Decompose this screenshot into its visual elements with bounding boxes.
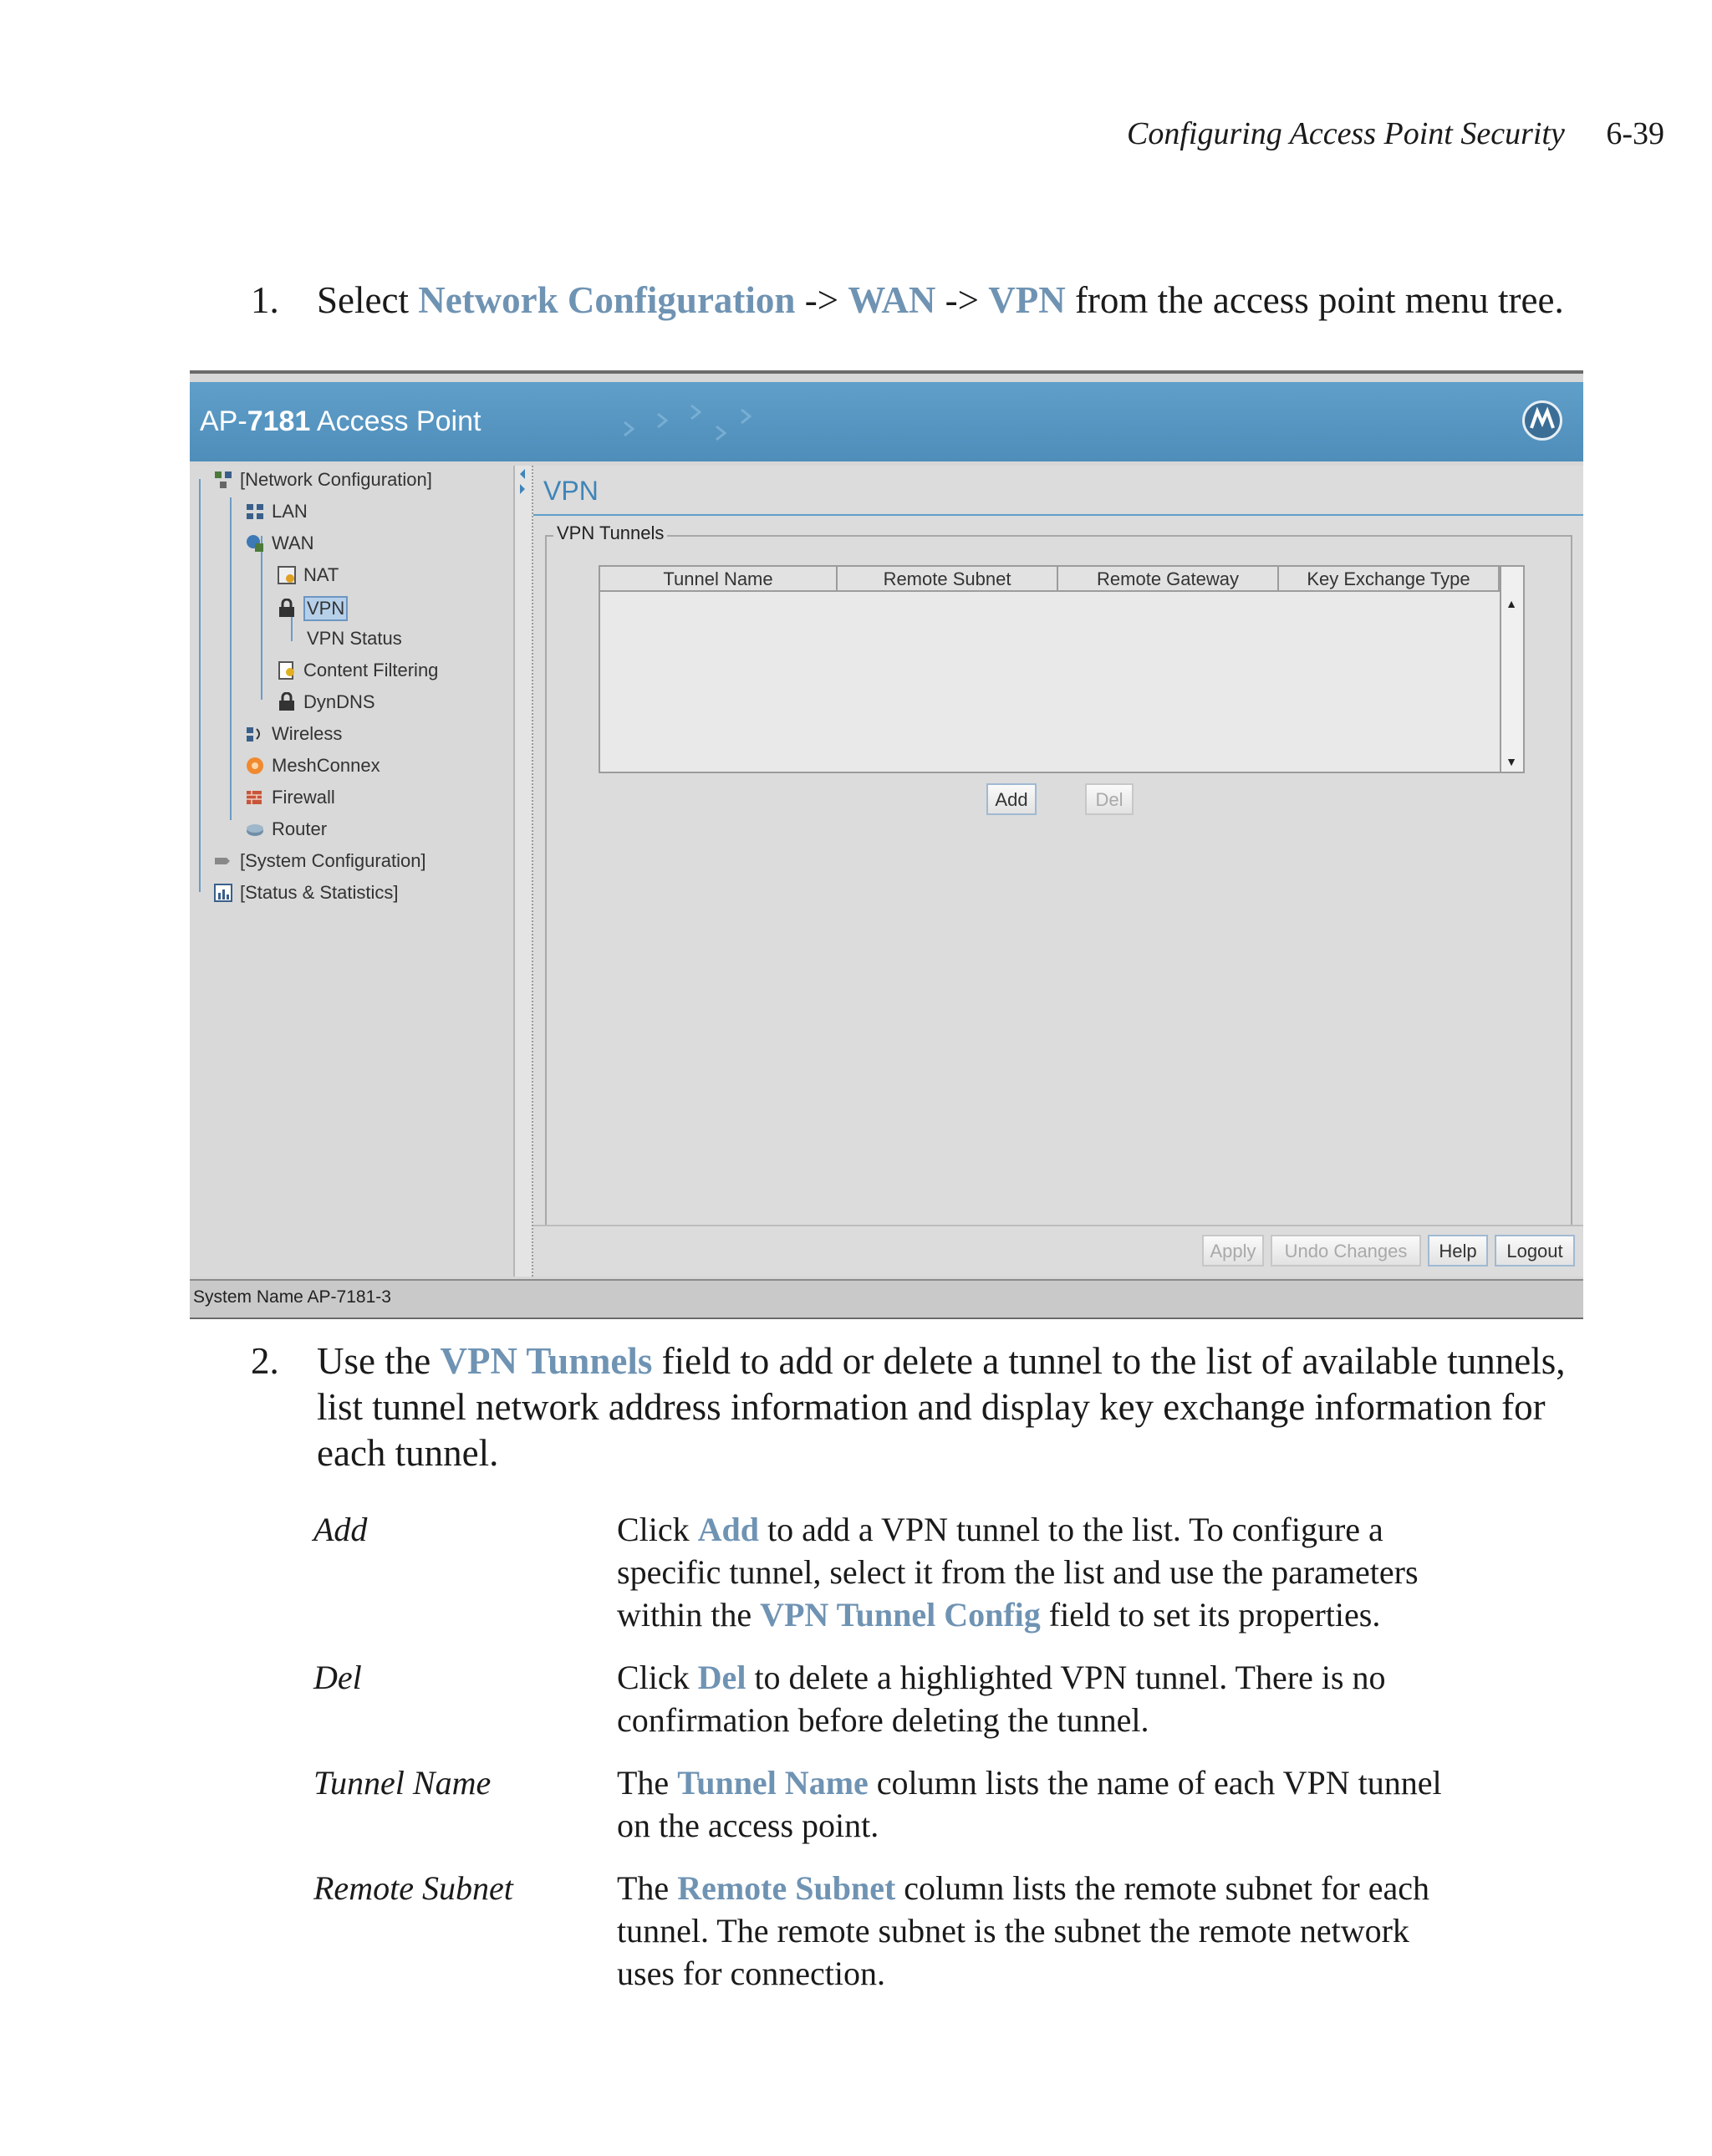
tree-item-dyndns[interactable] [277,691,375,713]
step-1 [251,278,1605,324]
step-text [317,1338,1588,1476]
tree-item-nat[interactable] [277,564,339,586]
link-network-configuration[interactable]: Network Configuration [418,279,796,321]
desc-part: to delete a highlighted VPN tunnel. There is no confirmation before deleting the tunnel. [617,1659,1386,1739]
definition-add [313,1508,1484,1636]
tree-item-wireless[interactable] [245,723,342,745]
tree-label: [System Configuration] [240,850,426,871]
description-del [617,1656,1453,1741]
step-text-part: Use the [317,1340,441,1382]
app-title [200,405,481,438]
vpn-lock-icon [277,599,297,619]
vpn-tunnels-fieldset [545,522,1572,1228]
scroll-up-arrow-icon[interactable]: ▲ [1506,597,1517,610]
app-title-prefix: AP- [200,405,247,437]
description-remote-subnet [617,1867,1453,1995]
arrow-separator: -> [935,279,989,321]
apply-button[interactable]: Apply [1202,1235,1264,1267]
desc-part: Click [617,1659,698,1696]
page-header [1127,115,1664,152]
column-header-remote-subnet[interactable]: Remote Subnet [838,567,1058,592]
link-add[interactable]: Add [697,1511,760,1548]
dyndns-icon [277,692,297,712]
ap-screenshot [190,370,1583,1319]
field-definitions [313,1508,1484,2015]
term-del: Del [313,1659,362,1696]
app-title-suffix: Access Point [310,405,482,437]
vpn-content-pane [533,466,1583,1277]
content-filter-icon [277,660,297,680]
lan-icon [245,502,265,522]
tree-item-meshconnex[interactable] [245,755,380,777]
link-del[interactable]: Del [697,1659,746,1696]
step-text [317,278,1605,324]
collapse-arrows-icon[interactable] [515,466,532,499]
desc-part: field to set its properties. [1040,1596,1381,1634]
step-2 [251,1338,1588,1476]
action-bar [533,1225,1583,1277]
desc-part: The [617,1764,678,1802]
tree-label: MeshConnex [272,755,380,776]
term-tunnel-name: Tunnel Name [313,1764,492,1802]
statistics-chart-icon [213,883,233,903]
tree-label: Content Filtering [303,660,439,680]
nav-tree-pane [190,466,515,1277]
link-vpn[interactable]: VPN [988,279,1066,321]
tree-label: Firewall [272,787,335,808]
table-scrollbar[interactable] [1500,567,1523,772]
link-vpn-tunnel-config[interactable]: VPN Tunnel Config [760,1596,1041,1634]
tree-label: LAN [272,501,308,522]
step-text-part: Select [317,279,419,321]
desc-part: column lists the name of each VPN tunnel on the access point. [617,1764,1442,1844]
tree-label: Wireless [272,723,343,744]
step-number: 1. [251,279,279,321]
link-tunnel-name[interactable]: Tunnel Name [677,1764,869,1802]
chapter-title: Configuring Access Point Security [1127,116,1565,151]
undo-changes-button[interactable]: Undo Changes [1271,1235,1421,1267]
network-config-icon [213,470,233,490]
nat-icon [277,565,297,585]
column-header-key-exchange-type[interactable]: Key Exchange Type [1279,567,1500,592]
tree-item-network-configuration[interactable] [213,469,432,491]
firewall-icon [245,787,265,808]
definition-del [313,1656,1484,1741]
step-number: 2. [251,1340,279,1382]
term-remote-subnet: Remote Subnet [313,1869,513,1907]
tree-item-vpn-status[interactable] [307,628,402,650]
tree-item-wan[interactable] [245,533,314,554]
desc-part: Click [617,1511,698,1548]
pane-splitter[interactable] [515,466,533,1277]
link-vpn-tunnels[interactable]: VPN Tunnels [440,1340,653,1382]
scroll-down-arrow-icon[interactable]: ▼ [1506,755,1517,768]
column-header-remote-gateway[interactable]: Remote Gateway [1058,567,1279,592]
desc-part: column lists the remote subnet for each tunnel. The remote subnet is the subnet the remote network uses for connection. [617,1869,1429,1992]
page-title: VPN [543,476,599,506]
desc-part: to add a VPN tunnel to the list. To configure a specific tunnel, select it from the list and use the parameters within the [617,1511,1419,1634]
title-underline [533,514,1583,516]
tree-label: VPN Status [307,628,402,649]
del-button[interactable]: Del [1085,783,1134,815]
wan-globe-icon [245,533,265,553]
app-title-model: 7181 [247,405,311,437]
vpn-tunnels-table[interactable] [599,565,1525,773]
tree-item-vpn[interactable] [277,596,348,621]
description-add [617,1508,1453,1636]
fieldset-legend: VPN Tunnels [553,522,667,544]
arrow-separator: -> [795,279,848,321]
logout-button[interactable]: Logout [1495,1235,1575,1267]
tree-label: VPN [303,596,348,621]
tree-label: NAT [303,564,339,585]
tree-label: [Network Configuration] [240,469,432,490]
tree-label: WAN [272,533,314,553]
description-tunnel-name [617,1761,1453,1847]
tree-item-router[interactable] [245,818,327,840]
add-button[interactable]: Add [986,783,1037,815]
tree-item-content-filtering[interactable] [277,660,438,681]
column-header-tunnel-name[interactable]: Tunnel Name [600,567,838,592]
motorola-logo-icon [1522,400,1562,441]
definition-remote-subnet [313,1867,1484,1995]
tree-label: [Status & Statistics] [240,882,399,903]
tree-item-firewall[interactable] [245,787,335,808]
router-icon [245,819,265,839]
wireless-icon [245,724,265,744]
tree-item-status-statistics[interactable] [213,882,399,904]
term-add: Add [313,1511,368,1548]
link-remote-subnet[interactable]: Remote Subnet [677,1869,896,1907]
meshconnex-icon [245,756,265,776]
page-number: 6-39 [1606,116,1664,151]
help-button[interactable]: Help [1428,1235,1488,1267]
tree-item-system-configuration[interactable] [213,850,426,872]
step-text-part: field to add or delete a tunnel to the list of available tunnels, list tunnel network address information and display key exchange information for each tunnel. [317,1340,1566,1474]
tree-item-lan[interactable] [245,501,308,522]
tree-label: DynDNS [303,691,375,712]
step-text-part: from the access point menu tree. [1065,279,1564,321]
decorative-arrows-icon [608,397,775,447]
desc-part: The [617,1869,678,1907]
link-wan[interactable]: WAN [848,279,936,321]
system-config-icon [213,851,233,871]
definition-tunnel-name [313,1761,1484,1847]
status-bar: System Name AP-7181-3 [190,1279,1583,1318]
app-titlebar [190,382,1583,461]
tree-label: Router [272,818,328,839]
